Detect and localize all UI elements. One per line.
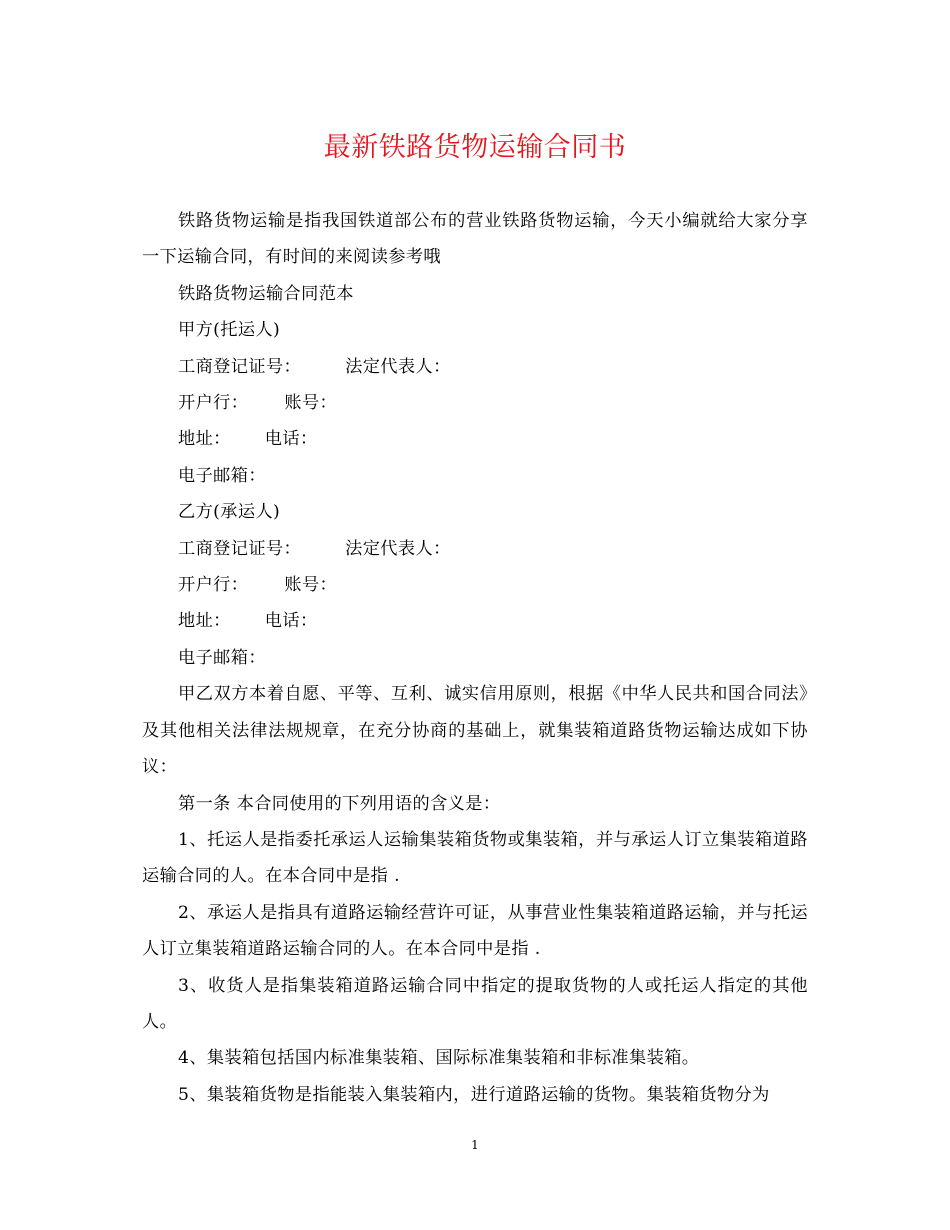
party-b-address-line <box>142 603 808 639</box>
party-a-reg-label: 工商登记证号： <box>178 356 302 377</box>
party-a-phone-label: 电话： <box>264 429 318 450</box>
party-a-email-line: 电子邮箱： <box>178 465 266 486</box>
party-a-rep-label: 法定代表人： <box>345 356 451 377</box>
clause-3: 3、收货人是指集装箱道路运输合同中指定的提取货物的人或托运人指定的其他人。 <box>142 975 808 1032</box>
preamble-paragraph: 甲乙双方本着自愿、平等、互利、诚实信用原则，根据《中华人民共和国合同法》及其他相关法律法规规章，在充分协商的基础上，就集装箱道路货物运输达成如下协议： <box>142 684 808 778</box>
party-b-heading: 乙方(承运人) <box>178 502 281 523</box>
clause-4: 4、集装箱包括国内标准集装箱、国际标准集装箱和非标准集装箱。 <box>178 1048 700 1069</box>
page-number: 1 <box>471 1138 479 1152</box>
clause-1: 1、托运人是指委托承运人运输集装箱货物或集装箱，并与承运人订立集装箱道路运输合同的人。在本合同中是指 . <box>142 829 808 887</box>
party-b-bank-label: 开户行： <box>178 575 249 596</box>
party-a-heading: 甲方(托运人) <box>178 320 281 341</box>
party-a-bank-label: 开户行： <box>178 393 249 414</box>
party-b-reg-label: 工商登记证号： <box>178 538 302 559</box>
party-b-email-line: 电子邮箱： <box>178 647 266 668</box>
party-b-bank-line <box>142 567 808 603</box>
party-a-account-label: 账号： <box>284 393 338 414</box>
party-b-registration-line <box>142 531 808 567</box>
document-title: 最新铁路货物运输合同书 <box>323 132 627 163</box>
party-a-registration-line <box>142 349 808 385</box>
party-a-address-label: 地址： <box>178 429 231 450</box>
party-a-bank-line <box>142 385 808 421</box>
article-1-heading: 第一条 本合同使用的下列用语的含义是： <box>178 793 501 814</box>
clause-5: 5、集装箱货物是指能装入集装箱内，进行道路运输的货物。集装箱货物分为 <box>178 1084 770 1105</box>
party-b-phone-label: 电话： <box>264 611 318 632</box>
party-a-address-line <box>142 421 808 457</box>
clause-2: 2、承运人是指具有道路运输经营许可证，从事营业性集装箱道路运输，并与托运人订立集装箱道路运输合同的人。在本合同中是指 . <box>142 902 808 960</box>
intro-paragraph: 铁路货物运输是指我国铁道部公布的营业铁路货物运输，今天小编就给大家分享一下运输合同，有时间的来阅读参考哦 <box>142 211 808 268</box>
party-b-account-label: 账号： <box>284 575 338 596</box>
document-body <box>142 203 808 1113</box>
contract-template-heading: 铁路货物运输合同范本 <box>178 283 354 304</box>
party-b-address-label: 地址： <box>178 611 231 632</box>
party-b-rep-label: 法定代表人： <box>345 538 451 559</box>
